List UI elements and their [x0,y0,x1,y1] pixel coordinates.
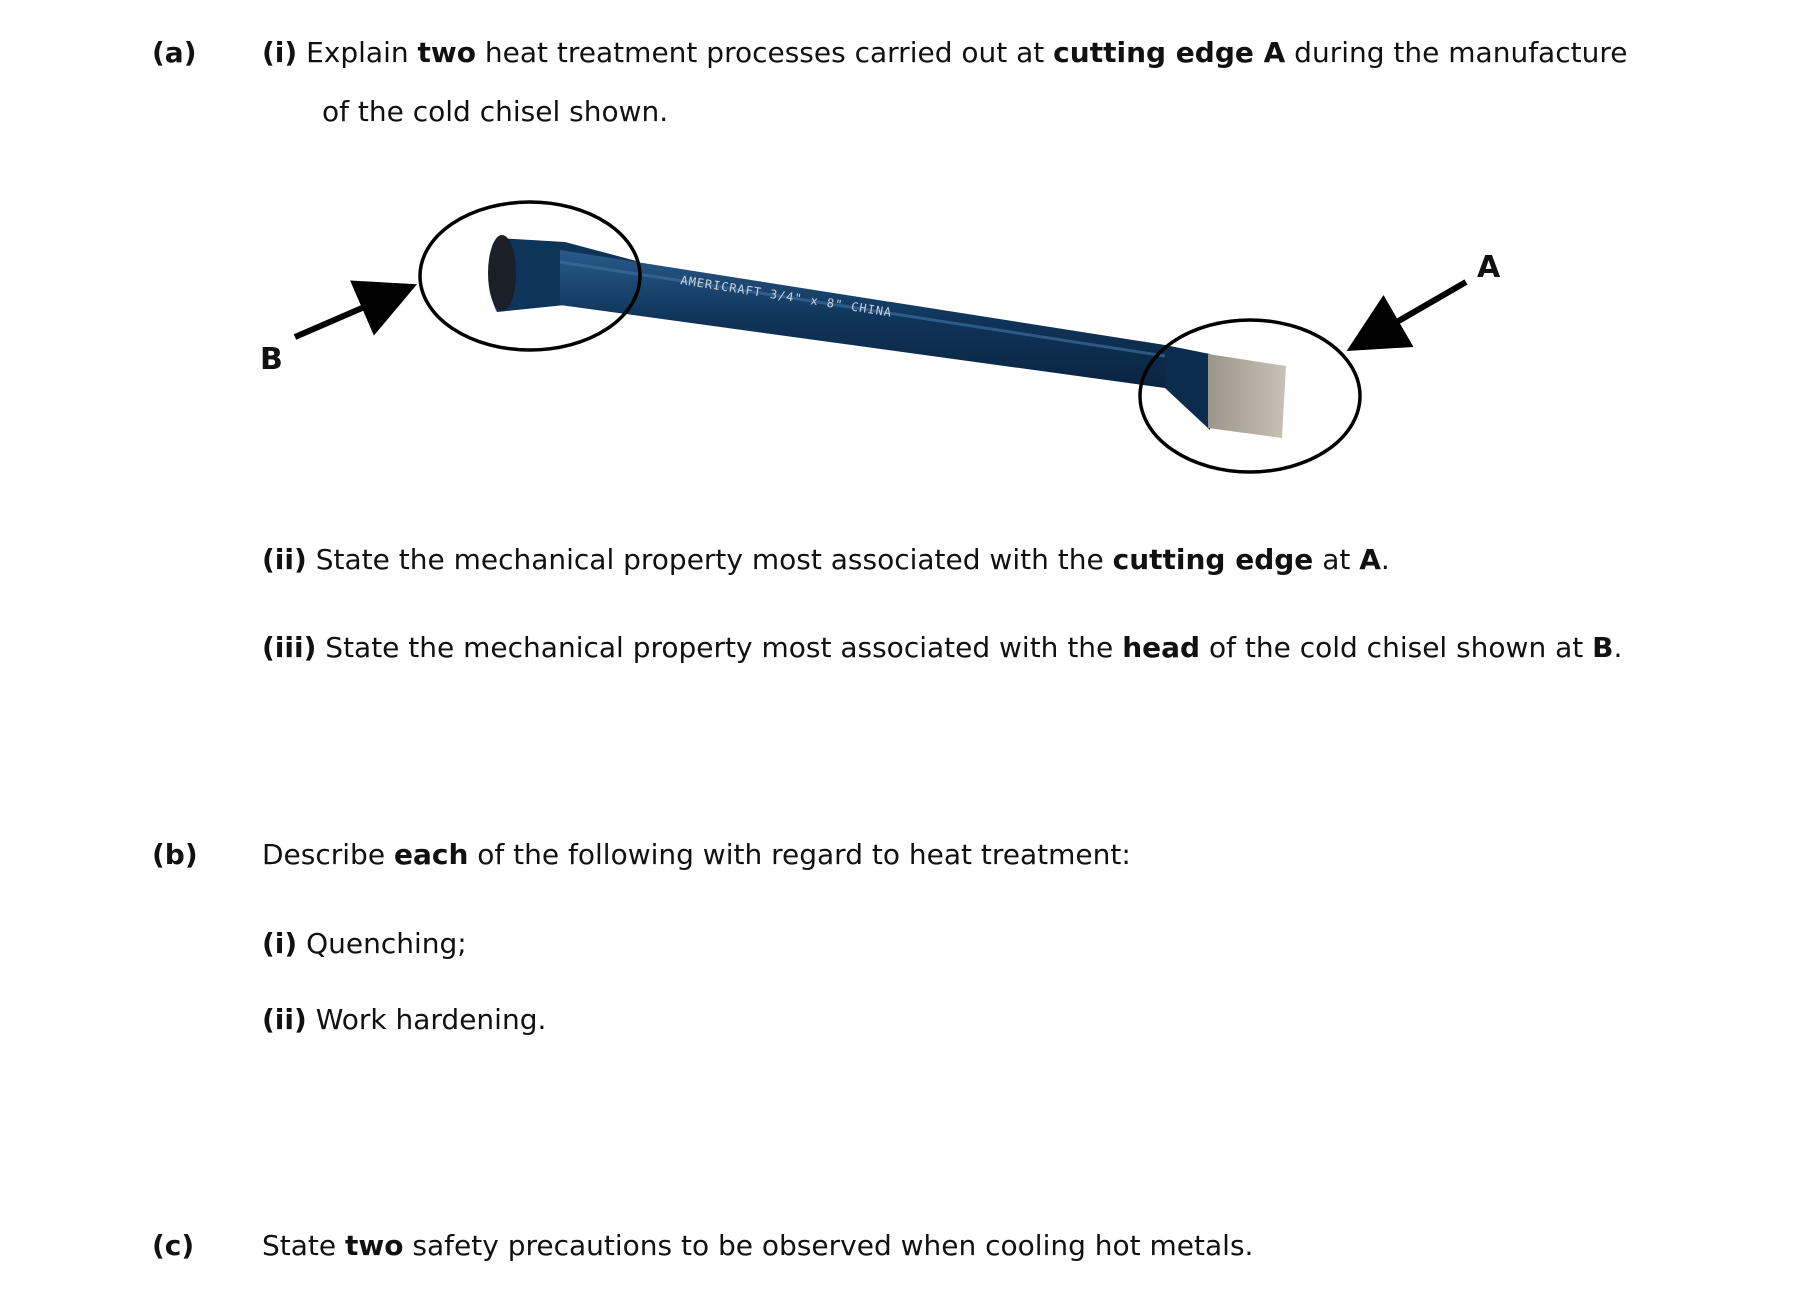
question-b-ii [262,1003,546,1037]
emphasis-text: A [1359,543,1381,576]
sub-number: (iii) [262,631,317,664]
sub-number: (i) [262,36,298,69]
text-run: at [1313,543,1360,576]
text-run: . [1380,543,1390,576]
question-b-ii-text: Work hardening. [315,1003,547,1036]
text-run: during the manufacture [1285,36,1628,69]
sub-number: (ii) [262,1003,307,1036]
question-b-stem [262,838,1131,872]
emphasis-text: cutting edge [1112,543,1314,576]
arrow-a [1357,282,1466,345]
question-c-stem [262,1229,1253,1263]
cutting-edge [1208,354,1286,438]
text-run: . [1613,631,1623,664]
label-b: B [260,342,283,377]
text-run: State the mechanical property most associated with the [306,543,1113,576]
chisel [488,235,1286,438]
question-a-iii [262,631,1622,665]
part-c-label: (c) [152,1229,195,1262]
chisel-engraving: AMERICRAFT 3/4" x 8" CHINA [679,273,894,320]
part-a-label: (a) [152,36,197,69]
text-run: safety precautions to be observed when cooling hot metals. [403,1229,1254,1262]
emphasis-text: two [417,36,477,69]
label-a: A [1477,250,1501,285]
question-b-i-text: Quenching; [306,927,467,960]
question-a-ii-text [307,543,1390,576]
text-run: State the mechanical property most associated with the [316,631,1123,664]
chisel-head-face [488,235,516,311]
sub-number: (i) [262,927,298,960]
text-run: of the cold chisel shown at [1200,631,1593,664]
text-run: Describe [262,838,394,871]
part-b-label: (b) [152,838,198,871]
emphasis-text: two [345,1229,404,1262]
emphasis-text: B [1592,631,1614,664]
sub-number: (ii) [262,543,307,576]
question-b-i [262,927,467,961]
emphasis-text: cutting edge A [1053,36,1286,69]
text-run: State [262,1229,346,1262]
question-a-i-line2: of the cold chisel shown. [322,95,669,128]
chisel-taper [1165,345,1210,430]
text-run: Explain [306,36,418,69]
emphasis-text: each [393,838,469,871]
chisel-shaft [560,250,1165,388]
question-a-ii [262,543,1390,577]
text-run: heat treatment processes carried out at [476,36,1054,69]
question-a-iii-text [316,631,1622,664]
arrow-b [295,289,406,337]
emphasis-text: head [1122,631,1201,664]
text-run: of the following with regard to heat treatment: [468,838,1131,871]
